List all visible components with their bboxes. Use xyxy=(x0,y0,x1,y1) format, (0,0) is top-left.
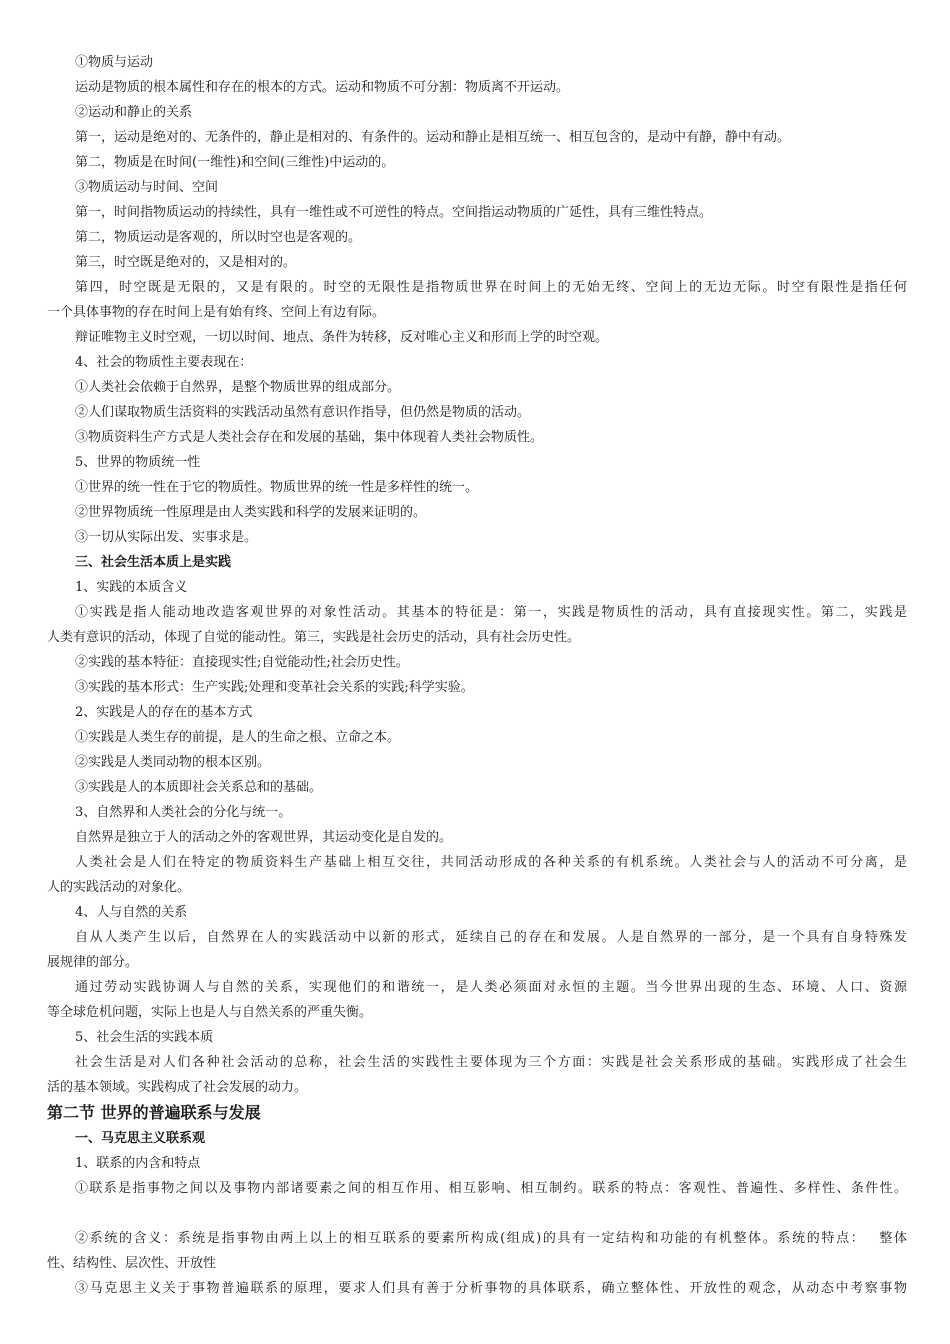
text-line: ①人类社会依赖于自然界，是整个物质世界的组成部分。 xyxy=(75,380,401,395)
text-line: ②实践的基本特征：直接现实性;自觉能动性;社会历史性。 xyxy=(75,655,409,670)
text-line: 社会生活是对人们各种社会活动的总称，社会生活的实践性主要体现为三个方面：实践是社会关系形成的基础。实践形成了社会生 xyxy=(75,1055,907,1070)
text-line: 4、人与自然的关系 xyxy=(75,905,188,920)
text-line: 等全球危机问题，实际上也是人与自然关系的严重失衡。 xyxy=(47,1005,373,1020)
text-line: ②实践是人类同动物的根本区别。 xyxy=(75,755,271,770)
text-line: 人类有意识的活动，体现了自觉的能动性。第三，实践是社会历史的活动，具有社会历史性。 xyxy=(47,630,581,645)
text-line: ③物质运动与时间、空间 xyxy=(75,180,219,195)
text-line: 第二，物质运动是客观的，所以时空也是客观的。 xyxy=(75,230,362,245)
text-line: 自然界是独立于人的活动之外的客观世界，其运动变化是自发的。 xyxy=(75,830,453,845)
text-line: ③马克思主义关于事物普遍联系的原理，要求人们具有善于分析事物的具体联系，确立整体性、开放性的观念，从动态中考察事物 xyxy=(75,1281,907,1296)
text-line: ③实践是人的本质即社会关系总和的基础。 xyxy=(75,780,323,795)
blank-line xyxy=(47,1201,907,1226)
text-line: ③物质资料生产方式是人类社会存在和发展的基础，集中体现着人类社会物质性。 xyxy=(75,430,544,445)
section-heading: 第二节 世界的普遍联系与发展 xyxy=(47,1103,261,1122)
document-page xyxy=(47,50,907,1301)
text-line: 活的基本领域。实践构成了社会发展的动力。 xyxy=(47,1080,308,1095)
text-line: 第四，时空既是无限的，又是有限的。时空的无限性是指物质世界在时间上的无始无终、空间上的无边无际。时空有限性是指任何 xyxy=(75,280,907,295)
text-line: 人的实践活动的对象化。 xyxy=(47,880,191,895)
subsection-heading: 一、马克思主义联系观 xyxy=(75,1131,206,1146)
text-line: 4、社会的物质性主要表现在： xyxy=(75,355,253,370)
text-line: 一个具体事物的存在时间上是有始有终、空间上有边有际。 xyxy=(47,305,386,320)
text-line: 第三，时空既是绝对的，又是相对的。 xyxy=(75,255,297,270)
text-line: 1、实践的本质含义 xyxy=(75,580,188,595)
text-line: 5、世界的物质统一性 xyxy=(75,455,201,470)
text-line: ②世界物质统一性原理是由人类实践和科学的发展来证明的。 xyxy=(75,505,427,520)
text-line: 辩证唯物主义时空观，一切以时间、地点、条件为转移，反对唯心主义和形而上学的时空观。 xyxy=(75,330,609,345)
text-line: 5、社会生活的实践本质 xyxy=(75,1030,214,1045)
text-line: 3、自然界和人类社会的分化与统一。 xyxy=(75,805,292,820)
text-line: ②系统的含义：系统是指事物由两上以上的相互联系的要素所构成(组成)的具有一定结构和功能的有机整体。系统的特点： 整体 xyxy=(75,1231,907,1246)
text-line: ③实践的基本形式：生产实践;处理和变革社会关系的实践;科学实验。 xyxy=(75,680,474,695)
text-line: ①实践是指人能动地改造客观世界的对象性活动。其基本的特征是：第一，实践是物质性的活动，具有直接现实性。第二，实践是 xyxy=(75,605,907,620)
text-line: ①联系是指事物之间以及事物内部诸要素之间的相互作用、相互影响、相互制约。联系的特点：客观性、普遍性、多样性、条件性。 xyxy=(75,1181,907,1196)
text-line: ②人们谋取物质生活资料的实践活动虽然有意识作指导，但仍然是物质的活动。 xyxy=(75,405,531,420)
text-line: ②运动和静止的关系 xyxy=(75,105,193,120)
text-line: ①实践是人类生存的前提，是人的生命之根、立命之本。 xyxy=(75,730,401,745)
text-line: 运动是物质的根本属性和存在的根本的方式。运动和物质不可分割：物质离不开运动。 xyxy=(75,80,570,95)
text-line: 人类社会是人们在特定的物质资料生产基础上相互交往，共同活动形成的各种关系的有机系统。人类社会与人的活动不可分离，是 xyxy=(75,855,907,870)
text-line: 通过劳动实践协调人与自然的关系，实现他们的和谐统一，是人类必须面对永恒的主题。当今世界出现的生态、环境、人口、资源 xyxy=(75,980,907,995)
text-line: 展规律的部分。 xyxy=(47,955,139,970)
text-line: ①世界的统一性在于它的物质性。物质世界的统一性是多样性的统一。 xyxy=(75,480,479,495)
text-line: 性、结构性、层次性、开放性 xyxy=(47,1256,217,1271)
text-line: 1、联系的内含和特点 xyxy=(75,1156,201,1171)
text-line: ③一切从实际出发、实事求是。 xyxy=(75,530,258,545)
text-line: 第一，时间指物质运动的持续性，具有一维性或不可逆性的特点。空间指运动物质的广延性，具有三维性特点。 xyxy=(75,205,713,220)
text-line: 第一，运动是绝对的、无条件的，静止是相对的、有条件的。运动和静止是相互统一、相互包含的，是动中有静，静中有动。 xyxy=(75,130,791,145)
text-line: ①物质与运动 xyxy=(75,55,154,70)
text-line: 2、实践是人的存在的基本方式 xyxy=(75,705,253,720)
text-line: 第二，物质是在时间(一维性)和空间(三维性)中运动的。 xyxy=(75,155,395,170)
subsection-heading: 三、社会生活本质上是实践 xyxy=(75,555,232,570)
text-line: 自从人类产生以后，自然界在人的实践活动中以新的形式，延续自己的存在和发展。人是自然界的一部分，是一个具有自身特殊发 xyxy=(75,930,907,945)
